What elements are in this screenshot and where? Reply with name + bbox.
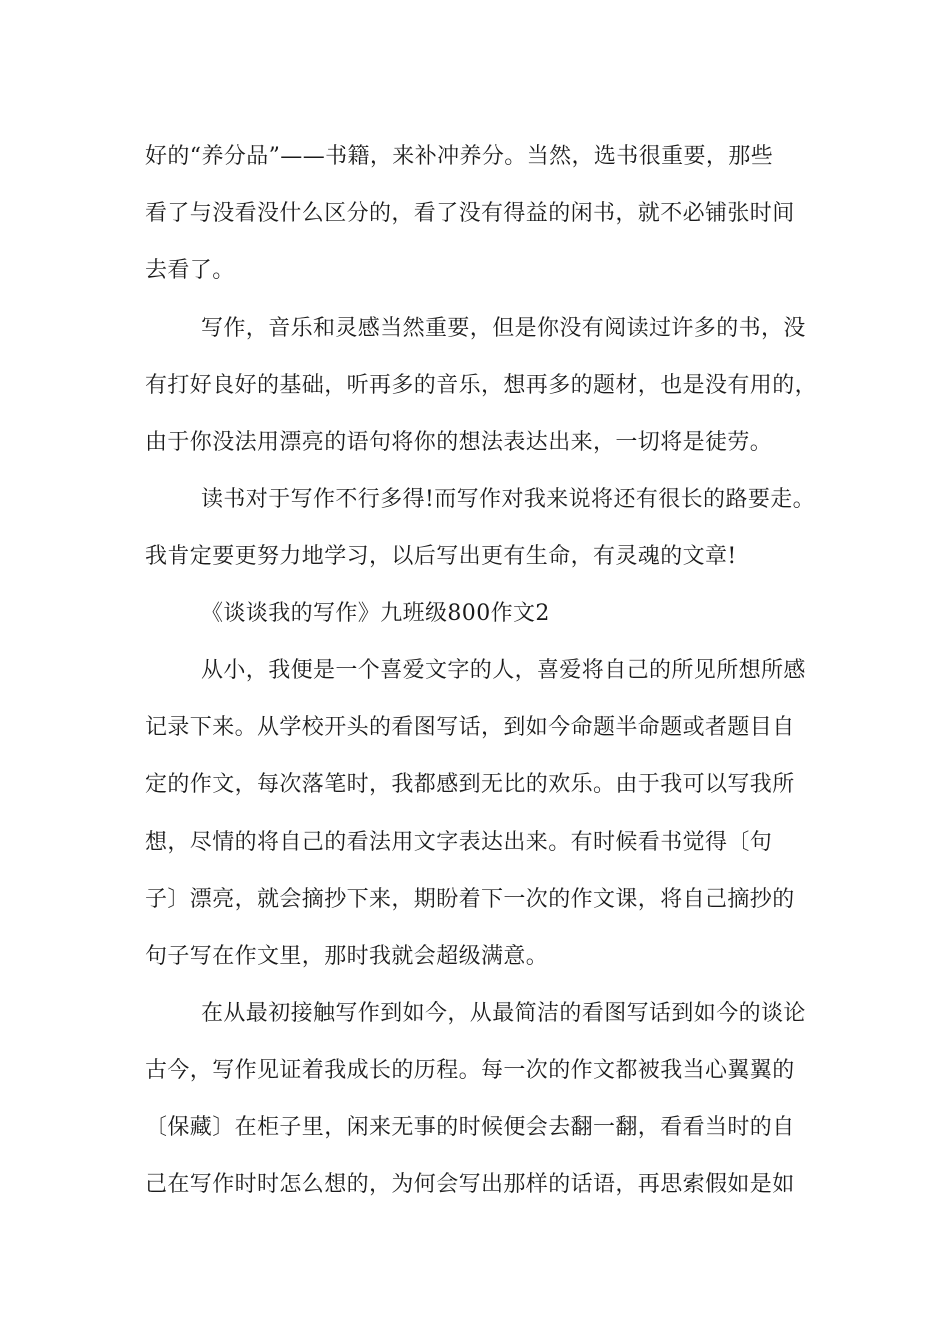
text-line: 记录下来。从学校开头的看图写话，到如今命题半命题或者题目自 xyxy=(145,715,795,740)
paragraph-first-line: 写作，音乐和灵感当然重要，但是你没有阅读过许多的书，没 xyxy=(201,316,806,341)
paragraph-first-line: 在从最初接触写作到如今，从最简洁的看图写话到如今的谈论 xyxy=(201,1001,806,1026)
text-line: 想，尽情的将自己的看法用文字表达出来。有时候看书觉得〔句 xyxy=(145,830,773,855)
paragraph-first-line: 读书对于写作不行多得!而写作对我来说将还有很长的路要走。 xyxy=(201,487,816,512)
text-line: 我肯定要更努力地学习，以后写出更有生命，有灵魂的文章! xyxy=(145,544,737,569)
text-line: 有打好良好的基础，听再多的音乐，想再多的题材，也是没有用的， xyxy=(145,373,818,398)
article-title: 《谈谈我的写作》九班级800作文2 xyxy=(201,601,550,626)
text-line: 〔保藏〕在柜子里，闲来无事的时候便会去翻一翻，看看当时的自 xyxy=(145,1115,795,1140)
text-line: 由于你没法用漂亮的语句将你的想法表达出来，一切将是徒劳。 xyxy=(145,430,773,455)
text-line: 句子写在作文里，那时我就会超级满意。 xyxy=(145,944,549,969)
text-line: 定的作文，每次落笔时，我都感到无比的欢乐。由于我可以写我所 xyxy=(145,772,795,797)
paragraph-first-line: 从小，我便是一个喜爱文字的人，喜爱将自己的所见所想所感 xyxy=(201,658,806,683)
text-line: 子〕漂亮，就会摘抄下来，期盼着下一次的作文课，将自己摘抄的 xyxy=(145,887,795,912)
text-line: 去看了。 xyxy=(145,258,235,283)
text-line: 己在写作时时怎么想的，为何会写出那样的话语，再思索假如是如 xyxy=(145,1172,795,1197)
text-line: 好的“养分品”——书籍，来补冲养分。当然，选书很重要，那些 xyxy=(145,144,774,169)
text-line: 看了与没看没什么区分的，看了没有得益的闲书，就不必铺张时间 xyxy=(145,201,795,226)
text-line: 古今，写作见证着我成长的历程。每一次的作文都被我当心翼翼的 xyxy=(145,1058,795,1083)
